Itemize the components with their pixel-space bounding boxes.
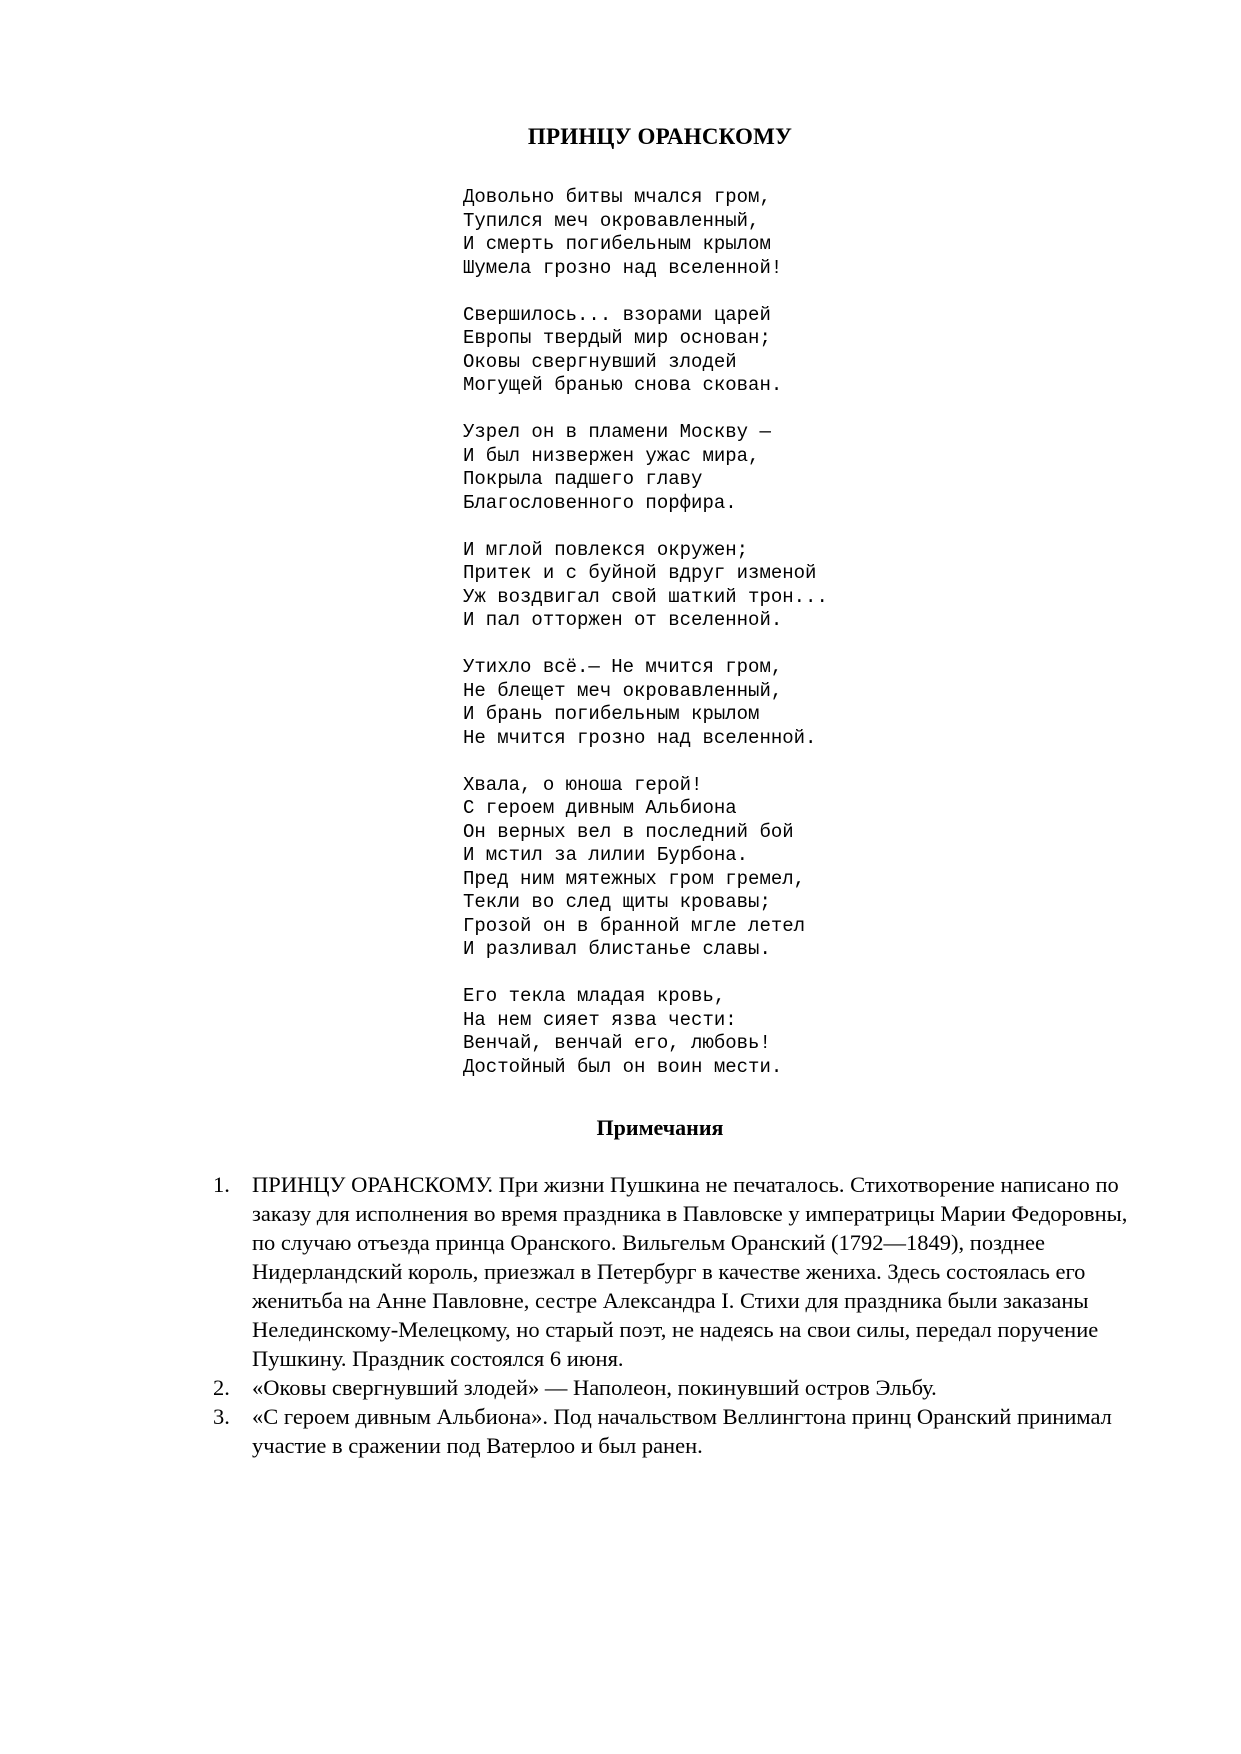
poem-line: Текли во след щиты кровавы; <box>463 891 771 913</box>
poem-line: Тупился меч окровавленный, <box>463 209 760 232</box>
note-number: 1. <box>213 1172 230 1197</box>
poem-line: И разливал блистанье славы. <box>463 938 771 960</box>
poem-line: Его текла младая кровь, <box>463 985 726 1007</box>
poem-line: И смерть погибельным крылом <box>463 233 771 255</box>
poem-line: Узрел он в пламени Москву — <box>463 421 771 443</box>
note-text: «Оковы свергнувший злодей» — Наполеон, покинувший остров Эльбу. <box>252 1375 937 1400</box>
notes-heading: Примечания <box>596 1115 724 1140</box>
note-text: «С героем дивным Альбиона». Под начальством Веллингтона принц Оранский принимал участие в сражении под Ватерлоо и был ранен. <box>252 1404 1112 1458</box>
note-number: 2. <box>213 1375 230 1400</box>
poem-line: И мглой повлекся окружен; <box>463 538 749 561</box>
poem-line: С героем дивным Альбиона <box>463 797 737 819</box>
poem-line: Достойный был он воин мести. <box>463 1055 783 1078</box>
notes-list <box>213 1170 1152 1460</box>
poem-line: Могущей бранью снова скован. <box>463 374 783 396</box>
poem-line: И мстил за лилии Бурбона. <box>463 844 749 866</box>
note-item <box>213 1170 1152 1373</box>
poem-line: На нем сияет язва чести: <box>463 1008 737 1031</box>
poem-title: ПРИНЦУ ОРАНСКОМУ <box>527 124 793 149</box>
poem-stanza <box>463 421 923 515</box>
poem-line: Утихло всё.— Не мчится гром, <box>463 656 783 678</box>
note-item <box>213 1373 1152 1402</box>
poem-stanza <box>463 656 923 750</box>
note-text: ПРИНЦУ ОРАНСКОМУ. При жизни Пушкина не печаталось. Стихотворение написано по заказу для исполнения во время праздника в Павловске у императрицы Марии Федоровны, по случаю отъезда принца Оранского. Вильгельм Оранский (1792—1849), позднее Нидерландский король, приезжал в Петербург в качестве жениха. Здесь состоялась его женитьба на Анне Павловне, сестре Александра I. Стихи для праздника были заказаны Нелединскому-Мелецкому, но старый поэт, не надеясь на свои силы, передал поручение Пушкину. Праздник состоялся 6 июня. <box>252 1172 1128 1371</box>
poem-line: Свершилось... взорами царей <box>463 303 771 326</box>
poem-line: Грозой он в бранной мгле летел <box>463 914 806 937</box>
poem-line: И пал отторжен от вселенной. <box>463 609 783 631</box>
note-item <box>213 1402 1152 1460</box>
poem-stanza <box>463 186 923 280</box>
poem-body <box>463 186 923 1103</box>
poem-line: Хвала, о юноша герой! <box>463 773 703 796</box>
poem-line: Довольно битвы мчался гром, <box>463 186 771 208</box>
poem-line: Он верных вел в последний бой <box>463 820 794 843</box>
poem-stanza <box>463 539 923 633</box>
note-number: 3. <box>213 1404 230 1429</box>
poem-line: Благословенного порфира. <box>463 491 737 514</box>
poem-stanza <box>463 774 923 962</box>
poem-line: Покрыла падшего главу <box>463 468 703 490</box>
poem-line: Уж воздвигал свой шаткий трон... <box>463 585 828 608</box>
poem-line: Притек и с буйной вдруг изменой <box>463 562 817 584</box>
poem-line: Не блещет меч окровавленный, <box>463 679 783 702</box>
poem-line: Шумела грозно над вселенной! <box>463 256 783 279</box>
poem-stanza <box>463 985 923 1079</box>
poem-line: Венчай, венчай его, любовь! <box>463 1032 771 1054</box>
poem-line: Пред ним мятежных гром гремел, <box>463 867 806 890</box>
poem-line: Европы твердый мир основан; <box>463 327 771 349</box>
poem-line: И брань погибельным крылом <box>463 703 760 725</box>
poem-line: Оковы свергнувший злодей <box>463 350 737 373</box>
poem-stanza <box>463 304 923 398</box>
poem-line: Не мчится грозно над вселенной. <box>463 726 817 749</box>
poem-line: И был низвержен ужас мира, <box>463 444 760 467</box>
